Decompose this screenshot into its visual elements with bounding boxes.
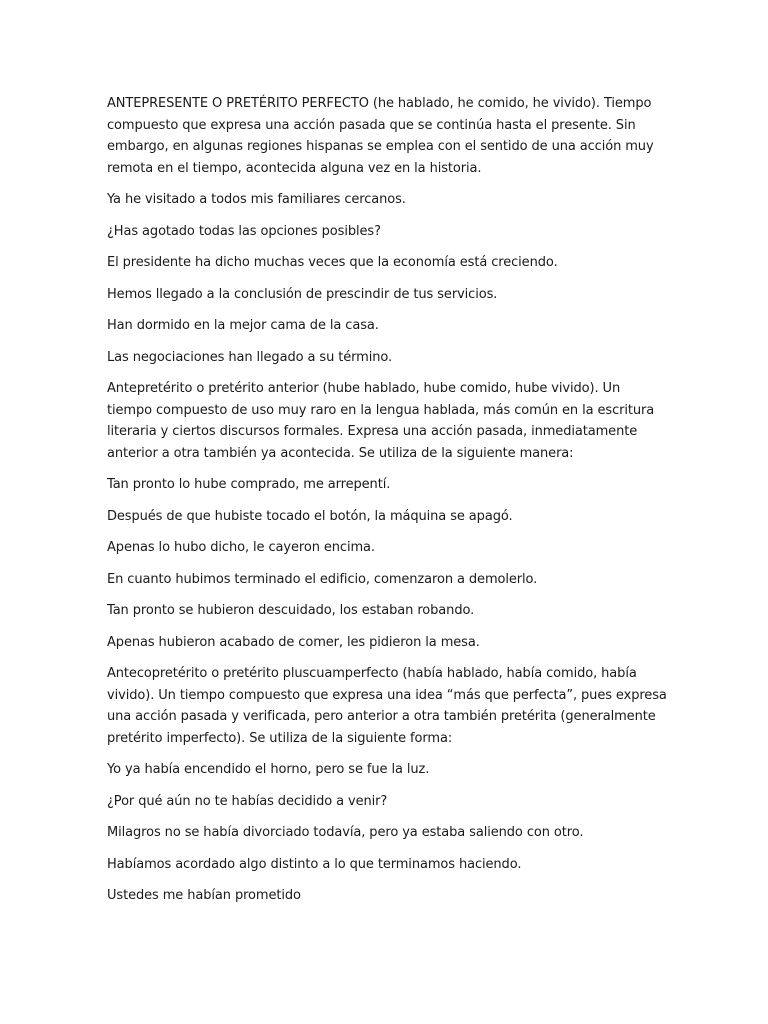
example-sentence: ¿Has agotado todas las opciones posibles?: [107, 223, 381, 239]
example-sentence: ¿Por qué aún no te habías decidido a venir?: [107, 793, 388, 809]
example-sentence: Las negociaciones han llegado a su término.: [107, 349, 393, 365]
example-sentence: Ya he visitado a todos mis familiares cercanos.: [107, 192, 406, 207]
document-body: [107, 93, 667, 917]
example-sentence: Apenas hubieron acabado de comer, les pidieron la mesa.: [107, 634, 480, 650]
example-sentence: Después de que hubiste tocado el botón, la máquina se apagó.: [107, 508, 513, 524]
paragraph-antecopreterito: Antecopretérito o pretérito pluscuamperfecto (había hablado, había comido, había vivido). Un tiempo compuesto que expresa una idea “más que perfecta”, pues expresa una acción pasada y verificada, pero anterior a otra también pretérita (generalmente pretérito imperfecto). Se utiliza de la siguiente forma:: [107, 666, 667, 746]
example-sentence: Ustedes me habían prometido: [107, 888, 301, 903]
paragraph-antepreterito: Antepretérito o pretérito anterior (hube hablado, hube comido, hube vivido). Un tiempo compuesto de uso muy raro en la lengua hablada, más común en la escritura literaria y ciertos discursos formales. Expresa una acción pasada, inmediatamente anterior a otra también ya acontecida. Se utiliza de la siguiente manera:: [107, 381, 655, 461]
example-sentence: El presidente ha dicho muchas veces que la economía está creciendo.: [107, 255, 558, 270]
example-sentence: Apenas lo hubo dicho, le cayeron encima.: [107, 540, 375, 555]
example-sentence: Tan pronto se hubieron descuidado, los estaban robando.: [107, 603, 475, 618]
example-sentence: Han dormido en la mejor cama de la casa.: [107, 318, 379, 333]
example-sentence: Tan pronto lo hube comprado, me arrepentí.: [107, 477, 391, 492]
example-sentence: Milagros no se había divorciado todavía, pero ya estaba saliendo con otro.: [107, 825, 584, 840]
paragraph-antepresente: ANTEPRESENTE O PRETÉRITO PERFECTO (he hablado, he comido, he vivido). Tiempo compuesto que expresa una acción pasada que se continúa hasta el presente. Sin embargo, en algunas regiones hispanas se emplea con el sentido de una acción muy remota en el tiempo, acontecida alguna vez en la historia.: [107, 96, 654, 176]
example-sentence: Habíamos acordado algo distinto a lo que terminamos haciendo.: [107, 856, 522, 872]
example-sentence: Yo ya había encendido el horno, pero se fue la luz.: [107, 762, 430, 777]
example-sentence: Hemos llegado a la conclusión de prescindir de tus servicios.: [107, 286, 498, 302]
example-sentence: En cuanto hubimos terminado el edificio, comenzaron a demolerlo.: [107, 571, 538, 587]
